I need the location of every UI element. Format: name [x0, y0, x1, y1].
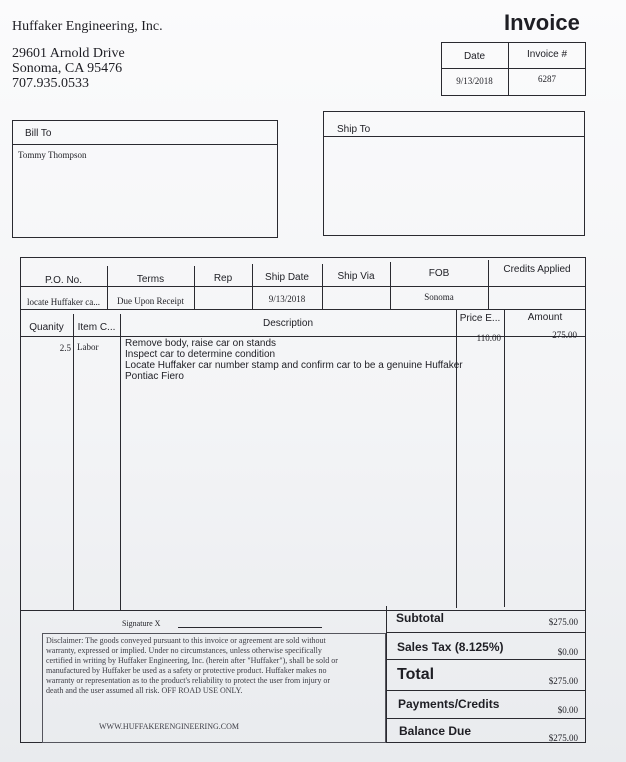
bill-to-label: Bill To	[25, 128, 52, 139]
invoice-date: 9/13/2018	[456, 76, 493, 86]
total-label: Total	[397, 666, 435, 683]
invoice-title: Invoice	[504, 10, 580, 35]
disclaimer-line: warranty or representation as to the product's reliability to protect the user from injury or	[46, 676, 331, 685]
subtotal-label: Subtotal	[396, 611, 444, 625]
disclaimer-line: death and the user assumed all risk. OFF ROAD USE ONLY.	[46, 686, 243, 695]
subtotal-value: $275.00	[548, 617, 578, 627]
item-description-line: Remove body, raise car on stands	[125, 338, 277, 349]
header-rep: Rep	[213, 273, 233, 284]
item-quantity: 2.5	[59, 343, 71, 353]
items-header-price-each: Price E...	[459, 313, 501, 324]
total-value: $275.00	[548, 676, 578, 686]
company-city: Sonoma, CA 95476	[12, 61, 123, 76]
item-code: Labor	[77, 342, 99, 352]
company-name: Huffaker Engineering, Inc.	[12, 19, 163, 34]
items-header-description: Description	[262, 318, 314, 329]
disclaimer-line: Disclaimer: The goods conveyed pursuant to this invoice or agreement are sold without	[46, 636, 326, 645]
sales-tax-value: $0.00	[557, 647, 578, 657]
items-header-quantity: Quanity	[29, 322, 64, 333]
ship-to-label: Ship To	[337, 124, 371, 135]
disclaimer-line: certified in writing by Huffaker Engineering, Inc. (herein after "Huffaker"), shall be sold or	[46, 656, 338, 665]
header-fob: FOB	[428, 268, 450, 279]
terms-value: Due Upon Receipt	[117, 296, 184, 306]
website: WWW.HUFFAKERENGINEERING.COM	[99, 722, 239, 731]
company-address	[12, 46, 125, 91]
items-header-amount: Amount	[527, 312, 563, 323]
ship-date-value: 9/13/2018	[268, 294, 306, 304]
balance-due-value: $275.00	[548, 733, 578, 743]
sales-tax-label: Sales Tax (8.125%)	[397, 640, 504, 654]
item-description-line: Inspect car to determine condition	[125, 349, 276, 360]
invoice-number: 6287	[538, 74, 556, 84]
company-phone: 707.935.0533	[12, 76, 89, 91]
item-description	[125, 338, 463, 382]
date-label: Date	[463, 51, 486, 62]
invoice-number-label: Invoice #	[526, 49, 568, 60]
signature-label: Signature X	[122, 619, 161, 628]
header-credits-applied: Credits Applied	[503, 264, 571, 275]
balance-due-label: Balance Due	[399, 724, 472, 738]
item-description-line: Pontiac Fiero	[125, 371, 184, 382]
header-terms: Terms	[136, 274, 165, 285]
item-description-line: Locate Huffaker car number stamp and confirm car to be a genuine Huffaker	[125, 360, 463, 371]
header-po-no: P.O. No.	[44, 275, 83, 286]
header-ship-date: Ship Date	[265, 272, 309, 283]
item-price-each: 110.00	[476, 333, 501, 343]
disclaimer-line: warranty, expressed or implied. Under no circumstances, unless otherwise specifically	[46, 646, 322, 655]
item-amount: 275.00	[552, 330, 577, 340]
company-street: 29601 Arnold Drive	[12, 46, 125, 61]
disclaimer-text	[46, 636, 384, 696]
payments-credits-label: Payments/Credits	[398, 697, 500, 711]
payments-credits-value: $0.00	[557, 705, 578, 715]
po-no-value: locate Huffaker ca...	[26, 297, 101, 307]
disclaimer-line: manufactured by Huffaker be used as a safety or protective product. Huffaker makes no	[46, 666, 327, 675]
header-ship-via: Ship Via	[337, 271, 375, 282]
fob-value: Sonoma	[424, 292, 454, 302]
items-header-item-code: Item C...	[77, 322, 116, 333]
bill-to-name: Tommy Thompson	[18, 150, 87, 160]
